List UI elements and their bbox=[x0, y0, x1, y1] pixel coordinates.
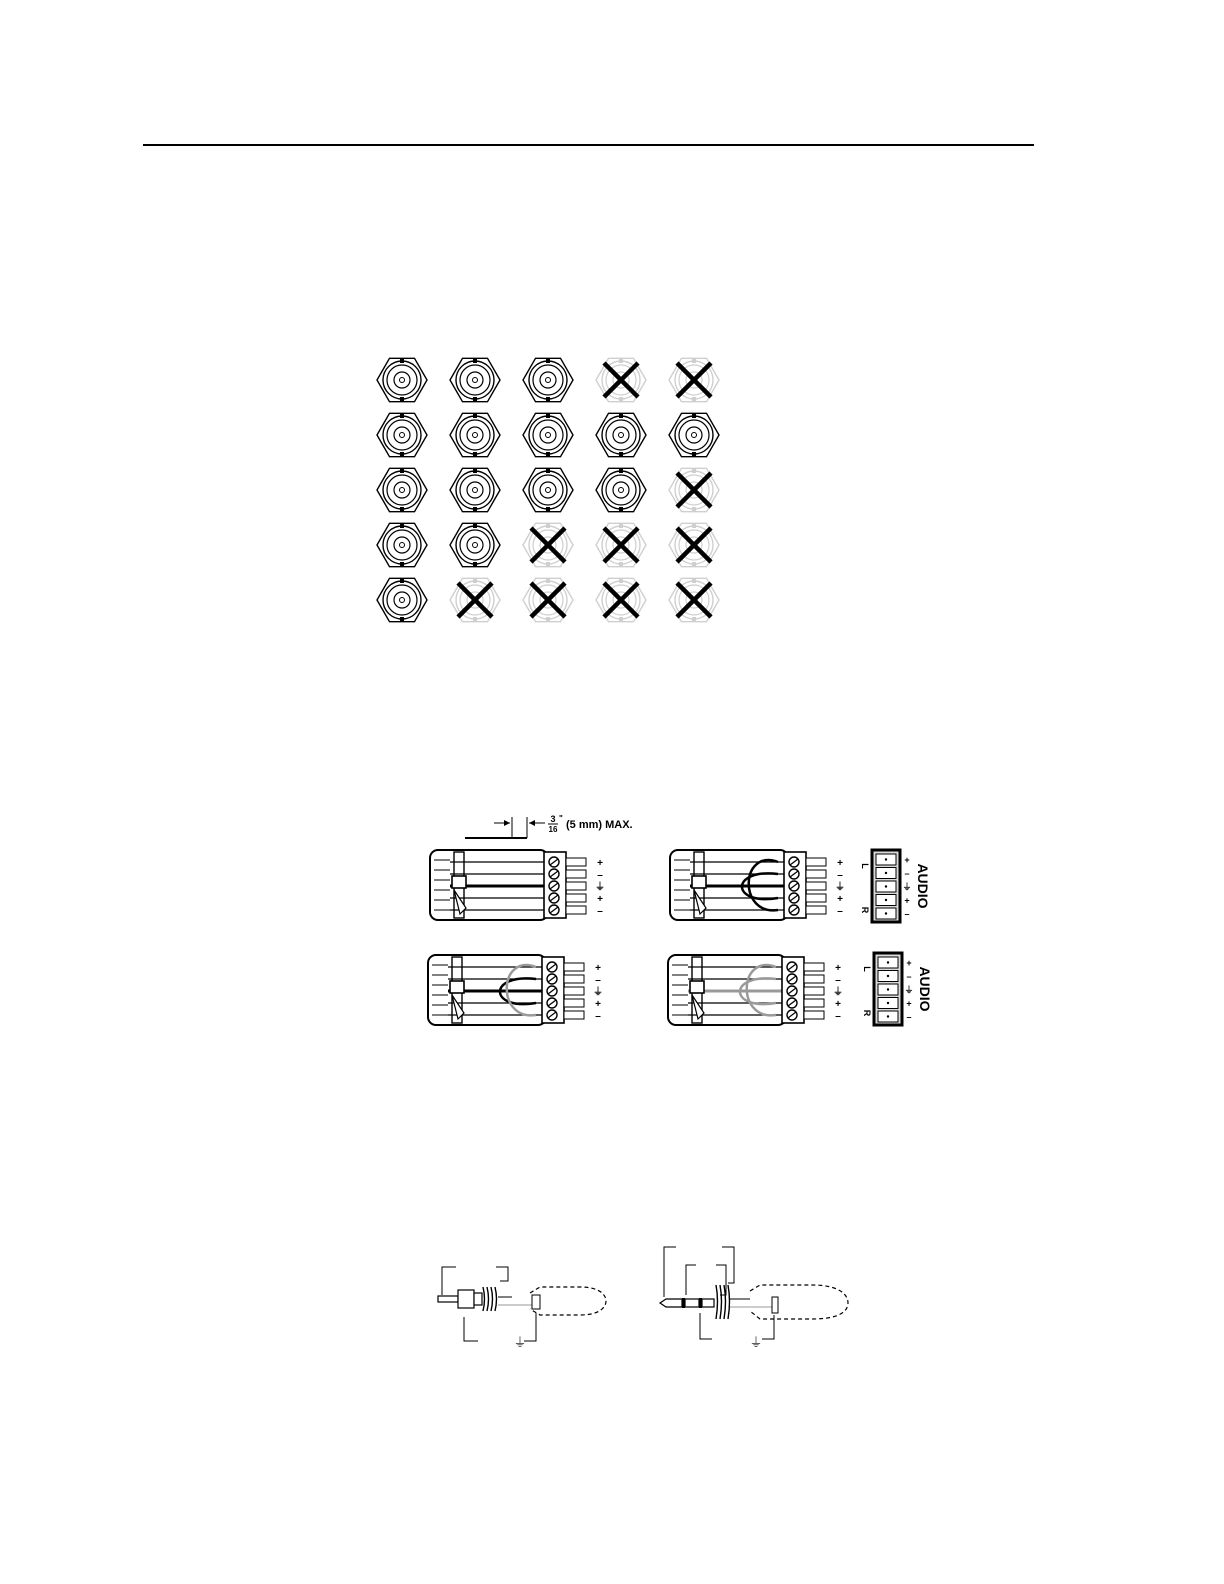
channel-left-label: L bbox=[860, 863, 870, 869]
panel-pin-label: ⏚ bbox=[902, 882, 912, 892]
channel-right-label: R bbox=[860, 906, 870, 914]
channel-right-label: R bbox=[862, 1009, 872, 1017]
strip-length-dimension bbox=[465, 814, 633, 838]
bnc-connector bbox=[450, 413, 500, 456]
panel-pin-label: – bbox=[904, 909, 910, 919]
audio-panel-label: AUDIO bbox=[915, 863, 931, 909]
bnc-connector-crossed-out bbox=[596, 358, 646, 401]
panel-pin-label: + bbox=[906, 998, 912, 1009]
pin-label: + bbox=[597, 894, 603, 905]
panel-pin-label: + bbox=[904, 855, 910, 865]
bnc-connector-crossed-out bbox=[669, 468, 719, 511]
pin-label: + bbox=[595, 963, 601, 974]
pin-label: ⏚ bbox=[593, 987, 603, 998]
bnc-connector bbox=[377, 358, 427, 401]
fraction-numerator: 3 bbox=[550, 814, 556, 824]
bnc-connector bbox=[523, 468, 573, 511]
bnc-connector-crossed-out bbox=[669, 523, 719, 566]
bnc-connector bbox=[450, 523, 500, 566]
bnc-connector bbox=[450, 358, 500, 401]
panel-pin-label: – bbox=[906, 1012, 912, 1022]
stereo-ground-symbol: ⏚ bbox=[749, 1335, 763, 1350]
bnc-connector bbox=[669, 413, 719, 456]
rca-plug bbox=[438, 1267, 606, 1350]
pin-label: – bbox=[595, 975, 601, 986]
channel-left-label: L bbox=[862, 966, 872, 972]
pin-label: + bbox=[597, 858, 603, 869]
bnc-connector-crossed-out bbox=[669, 578, 719, 621]
strip-length-label: (5 mm) MAX. bbox=[566, 819, 633, 831]
panel-pin-label: – bbox=[904, 868, 910, 879]
pin-label: – bbox=[835, 975, 841, 986]
pin-label: – bbox=[595, 1011, 601, 1022]
inch-mark: " bbox=[559, 814, 563, 823]
bnc-connector bbox=[377, 523, 427, 566]
pin-label: + bbox=[835, 963, 841, 974]
fraction-denominator: 16 bbox=[548, 825, 558, 834]
audio-panel-connector bbox=[862, 953, 933, 1025]
audio-panel-connector bbox=[860, 850, 931, 922]
bnc-connector bbox=[596, 468, 646, 511]
bnc-connector-grid bbox=[370, 345, 730, 630]
audio-plug-diagram bbox=[420, 1235, 860, 1350]
bnc-connector-crossed-out bbox=[523, 523, 573, 566]
bnc-connector bbox=[377, 413, 427, 456]
bnc-connector-crossed-out bbox=[669, 358, 719, 401]
bnc-connector bbox=[596, 413, 646, 456]
bnc-connector-crossed-out bbox=[596, 523, 646, 566]
pin-label: ⏚ bbox=[835, 882, 845, 893]
bnc-connector bbox=[523, 358, 573, 401]
pin-label: + bbox=[837, 894, 843, 905]
pin-label: – bbox=[837, 870, 843, 881]
pin-label: + bbox=[837, 858, 843, 869]
bnc-connector bbox=[377, 468, 427, 511]
wired-terminal-plug bbox=[670, 850, 845, 920]
panel-pin-label: + bbox=[904, 895, 910, 906]
bnc-connector bbox=[377, 578, 427, 621]
pin-label: – bbox=[835, 1011, 841, 1022]
wired-terminal-plug bbox=[430, 850, 605, 920]
audio-panel-label: AUDIO bbox=[917, 966, 933, 1012]
panel-pin-label: + bbox=[906, 958, 912, 968]
bnc-connector-crossed-out bbox=[523, 578, 573, 621]
pin-label: ⏚ bbox=[833, 987, 843, 998]
pin-label: – bbox=[597, 870, 603, 881]
pin-label: – bbox=[597, 906, 603, 917]
bnc-connector-crossed-out bbox=[450, 578, 500, 621]
panel-pin-label: – bbox=[906, 971, 912, 982]
stereo-plug bbox=[660, 1247, 848, 1350]
pin-label: + bbox=[835, 999, 841, 1010]
pin-label: ⏚ bbox=[595, 882, 605, 893]
bnc-connector-crossed-out bbox=[596, 578, 646, 621]
wired-terminal-plug bbox=[428, 955, 603, 1025]
panel-pin-label: ⏚ bbox=[904, 985, 914, 995]
bnc-connector bbox=[450, 468, 500, 511]
pin-label: – bbox=[837, 906, 843, 917]
audio-wiring-diagram bbox=[400, 805, 960, 1045]
rca-ground-symbol: ⏚ bbox=[513, 1335, 527, 1350]
bnc-connector bbox=[523, 413, 573, 456]
wired-terminal-plug bbox=[668, 955, 843, 1025]
header-rule bbox=[143, 144, 1034, 146]
pin-label: + bbox=[595, 999, 601, 1010]
